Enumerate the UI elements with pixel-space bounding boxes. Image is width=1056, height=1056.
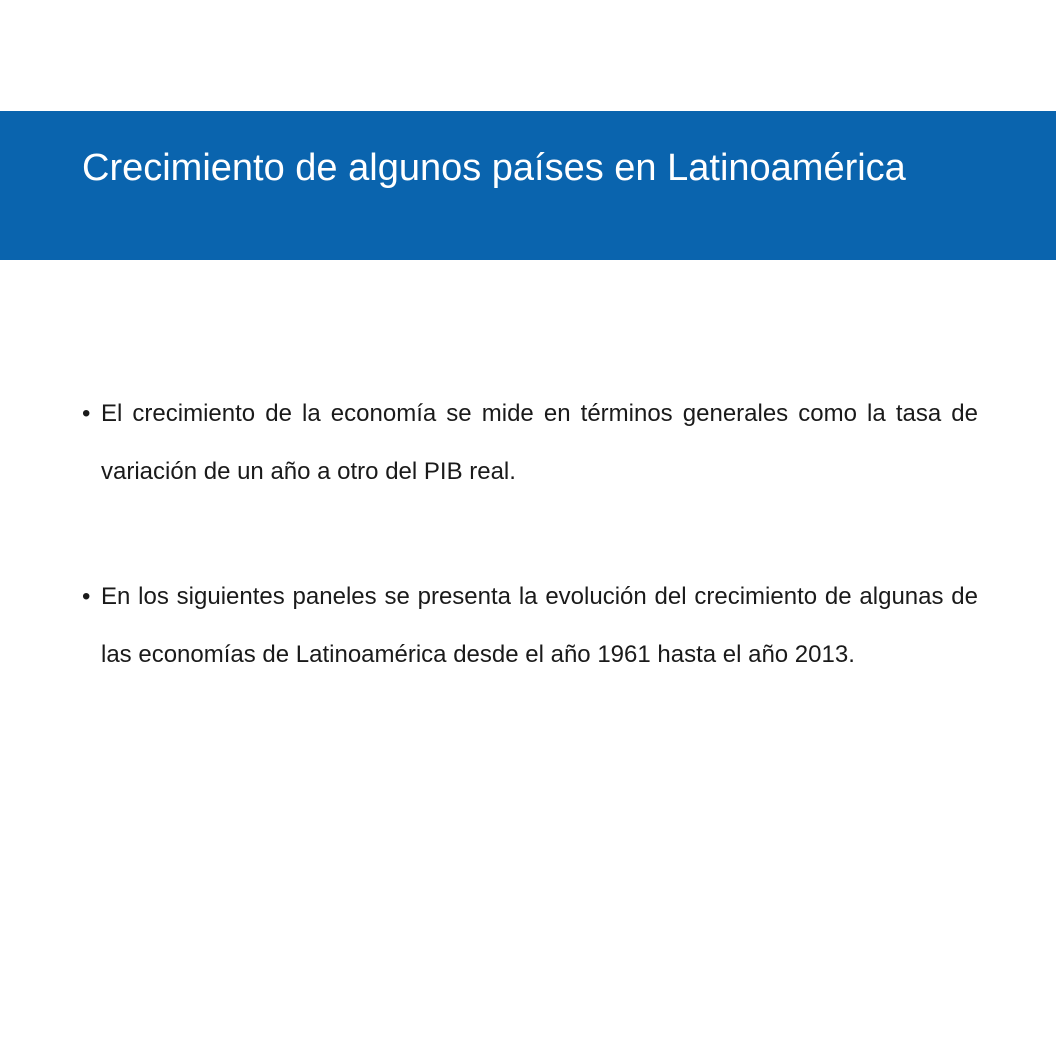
bullet-item — [82, 385, 978, 501]
bullet-text: En los siguientes paneles se presenta la evolución del crecimiento de algunas de las economías de Latinoamérica desde el año 1961 hasta el año 2013. — [101, 583, 978, 668]
bullet-icon: • — [82, 583, 91, 610]
bullet-text: El crecimiento de la economía se mide en términos generales como la tasa de variación de un año a otro del PIB real. — [101, 400, 978, 485]
slide-title: Crecimiento de algunos países en Latinoamérica — [82, 147, 906, 189]
bullet-icon: • — [82, 400, 91, 427]
bullet-item — [82, 568, 978, 684]
bullet-list — [82, 385, 978, 684]
